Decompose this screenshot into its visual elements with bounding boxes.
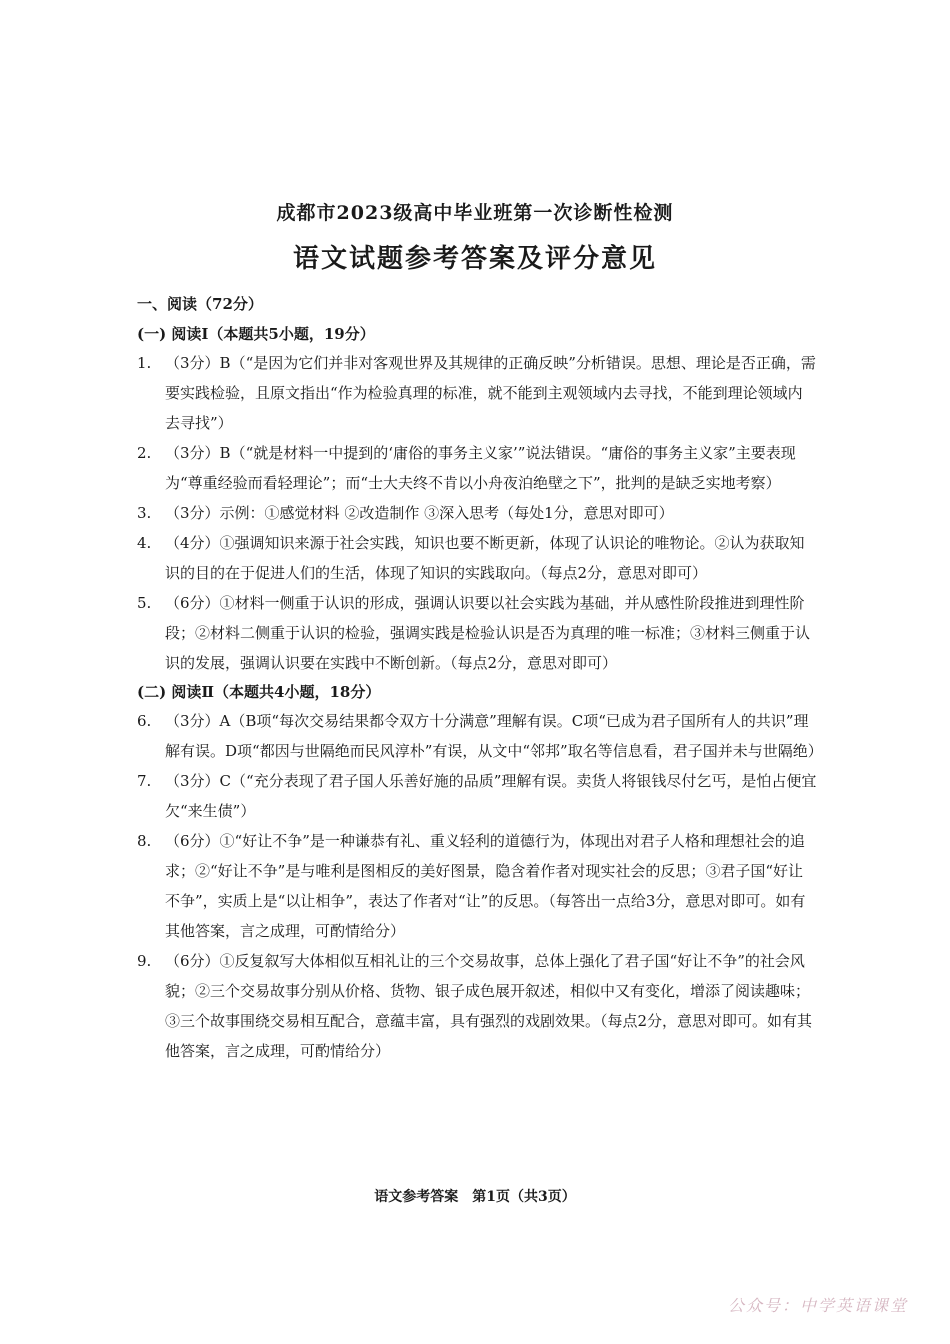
- item-number: 7.: [137, 772, 152, 790]
- page-footer: 语文参考答案 第1页（共3页）: [374, 1189, 576, 1205]
- subsection-heading-reading-1: (一) 阅读Ⅰ（本题共5小题，19分）: [137, 325, 375, 343]
- subsection-heading-reading-2: (二) 阅读Ⅱ（本题共4小题，18分）: [137, 683, 381, 701]
- item-text: （6分）①材料一侧重于认识的形成，强调认识要以社会实践为基础，并从感性阶段推进到理性阶段；②材料二侧重于认识的检验，强调实践是检验认识是否为真理的唯一标准；③材料三侧重于认识的发展，强调认识要在实践中不断创新。（每点2分，意思对即可）: [165, 594, 811, 672]
- item-text: （3分）B（“就是材料一中提到的‘庸俗的事务主义家’”说法错误。“庸俗的事务主义家”主要表现为“尊重经验而看轻理论”；而“士大夫终不肯以小舟夜泊绝壁之下”，批判的是缺乏实地考察）: [165, 444, 796, 492]
- item-number: 6.: [137, 712, 152, 730]
- answer-body: [137, 290, 823, 1066]
- answer-item-7: [137, 766, 817, 826]
- answer-item-2: [137, 438, 817, 498]
- section-heading-reading: 一、阅读（72分）: [137, 295, 263, 313]
- item-number: 3.: [137, 504, 152, 522]
- answer-item-5: [137, 588, 817, 678]
- item-number: 9.: [137, 952, 152, 970]
- document-title: 语文试题参考答案及评分意见: [292, 244, 657, 274]
- item-text: （3分）A（B项“每次交易结果都令双方十分满意”理解有误。C项“已成为君子国所有人的共识”理解有误。D项“都因与世隔绝而民风淳朴”有误，从文中“邻邦”取名等信息看，君子国并未与世隔绝）: [165, 712, 823, 760]
- answer-item-9: [137, 946, 817, 1066]
- item-number: 2.: [137, 444, 152, 462]
- item-text: （3分）示例：①感觉材料 ②改造制作 ③深入思考（每处1分，意思对即可）: [165, 504, 674, 522]
- item-text: （6分）①反复叙写大体相似互相礼让的三个交易故事，总体上强化了君子国“好让不争”的社会风貌；②三个交易故事分别从价格、货物、银子成色展开叙述，相似中又有变化，增添了阅读趣味；③三个故事围绕交易相互配合，意蕴丰富，具有强烈的戏剧效果。（每点2分，意思对即可。如有其他答案，言之成理，可酌情给分）: [165, 952, 813, 1060]
- watermark: 公众号：中学英语课堂: [727, 1296, 908, 1315]
- item-number: 5.: [137, 594, 152, 612]
- answer-item-8: [137, 826, 817, 946]
- item-number: 4.: [137, 534, 152, 552]
- item-number: 1.: [137, 354, 152, 372]
- answer-item-3: [137, 498, 817, 528]
- item-text: （6分）①“好让不争”是一种谦恭有礼、重义轻利的道德行为，体现出对君子人格和理想社会的追求；②“好让不争”是与唯利是图相反的美好图景，隐含着作者对现实社会的反思；③君子国“好让不争”，实质上是“以让相争”，表达了作者对“让”的反思。（每答出一点给3分，意思对即可。如有其他答案，言之成理，可酌情给分）: [165, 832, 806, 940]
- item-text: （3分）B（“是因为它们并非对客观世界及其规律的正确反映”分析错误。思想、理论是否正确，需要实践检验，且原文指出“作为检验真理的标准，就不能到主观领域内去寻找，不能到理论领域内去寻找”）: [165, 354, 816, 432]
- exam-title: 成都市2023级高中毕业班第一次诊断性检测: [276, 202, 674, 224]
- item-number: 8.: [137, 832, 152, 850]
- answer-item-6: [137, 706, 823, 766]
- answer-item-4: [137, 528, 817, 588]
- answer-item-1: [137, 348, 817, 438]
- item-text: （3分）C（“充分表现了君子国人乐善好施的品质”理解有误。卖货人将银钱尽付乞丐，是怕占便宜欠“来生债”）: [165, 772, 817, 820]
- item-text: （4分）①强调知识来源于社会实践，知识也要不断更新，体现了认识论的唯物论。②认为获取知识的目的在于促进人们的生活，体现了知识的实践取向。（每点2分，意思对即可）: [165, 534, 805, 582]
